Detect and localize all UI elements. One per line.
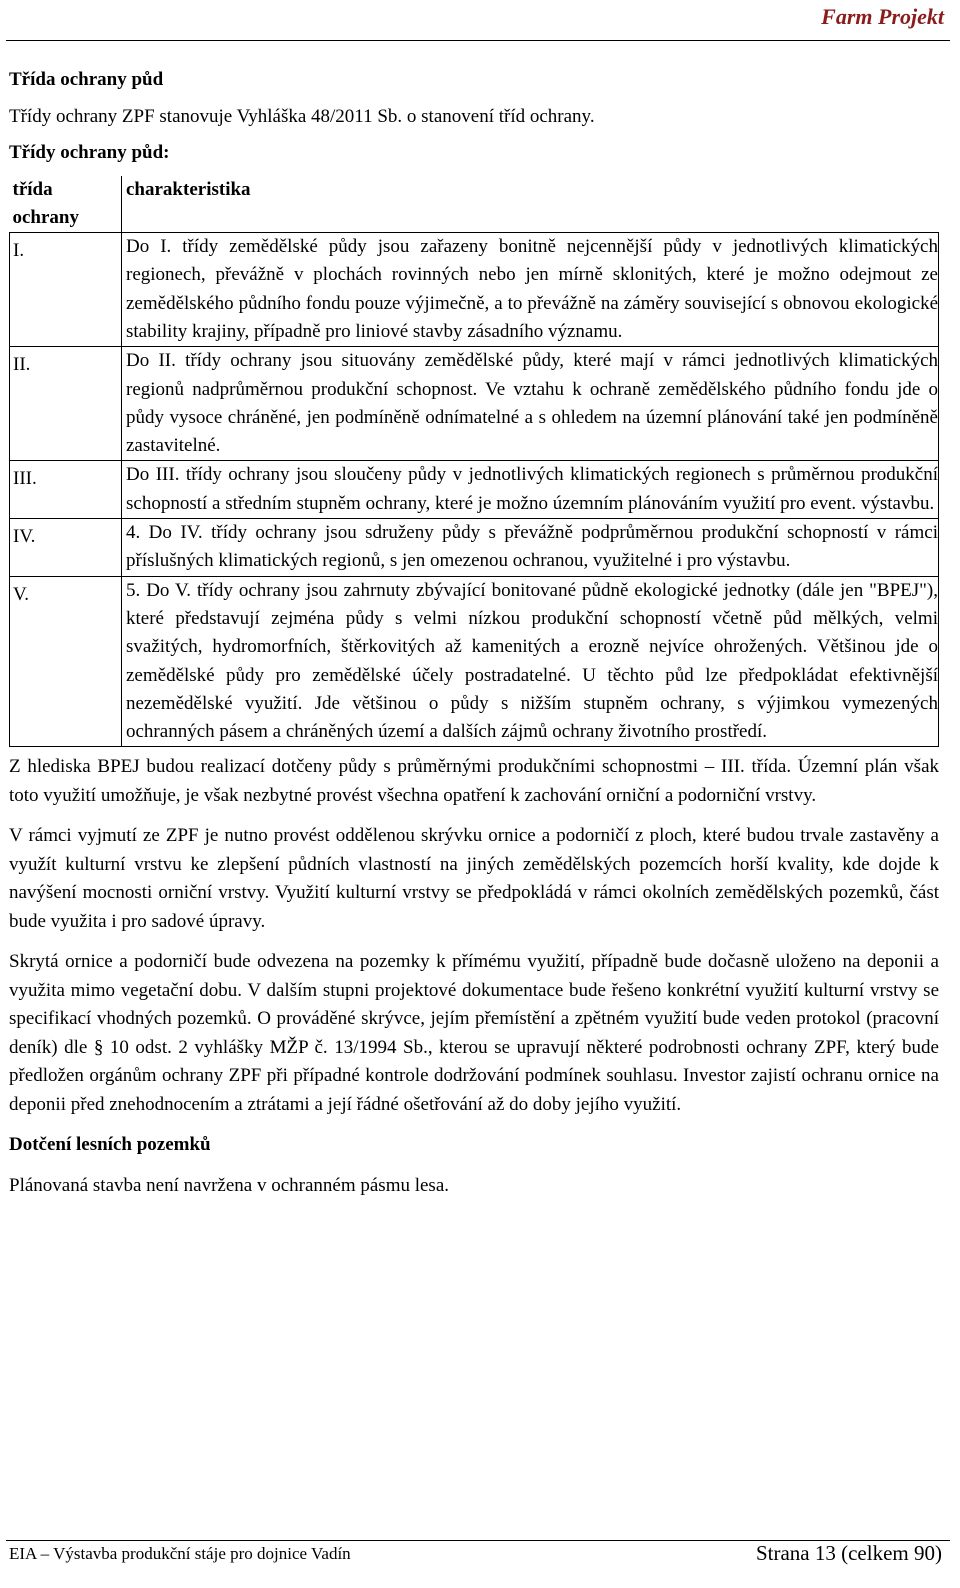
- header-brand: Farm Projekt: [821, 4, 944, 29]
- page-content: [9, 66, 939, 1200]
- table-cell-text: Do I. třídy zemědělské půdy jsou zařazeny bonitně nejcennější půdy v jednotlivých klimatických regionech, převážně v plochách rovinných nebo jen mírně sklonitých, které je možno odejmout ze zemědělského půdního fondu pouze výjimečně, a to převážně na záměry související s obnovou ekologické stability krajiny, případně pro liniové stavby zásadního významu.: [122, 233, 939, 347]
- table-cell-text: Do III. třídy ochrany jsou sloučeny půdy v jednotlivých klimatických regionech s průměrnou produkční schopností a středním stupněm ochrany, které je možno územním plánováním využití pro event. výstavbu.: [122, 461, 939, 519]
- section-title-forest-land: Dotčení lesních pozemků: [9, 1134, 211, 1156]
- table-header-class: třída ochrany: [10, 176, 122, 233]
- table-header-row: [10, 176, 939, 233]
- footer-page-number: Strana 13 (celkem 90): [755, 1541, 942, 1565]
- footer-document-title: EIA – Výstavba produkční stáje pro dojnice Vadín: [9, 1544, 351, 1563]
- table-cell-class: II.: [10, 347, 122, 461]
- paragraph-topsoil-storage: Skrytá ornice a podorničí bude odvezena na pozemky k přímému využití, případně bude dočasně uloženo na deponii a využita mimo vegetační dobu. V dalším stupni projektové dokumentace bude řešeno konkrétní využití kulturní vrstvy se specifikací vhodných pozemků. O prováděné skrývce, jejím přemístění a zpětném využití bude veden protokol (pracovní deník) dle § 10 odst. 2 vyhlášky MŽP č. 13/1994 Sb., kterou se upravují některé podrobnosti ochrany ZPF, který bude předložen orgánům ochrany ZPF při případné kontrole dodržování podmínek souhlasu. Investor zajistí ochranu ornice na deponii před znehodnocením a ztrátami a její řádné ošetřování až do doby jejího využití.: [9, 951, 939, 1115]
- paragraph-bpej-impact: Z hlediska BPEJ budou realizací dotčeny půdy s průměrnými produkčními schopnostmi – III. třída. Územní plán však toto využití umožňuje, je však nezbytné provést všechna opatření k zachování orniční a podorniční vrstvy.: [9, 756, 939, 806]
- soil-classes-table: [9, 176, 939, 748]
- table-cell-class: III.: [10, 461, 122, 519]
- table-row: [10, 233, 939, 347]
- table-header-characteristic: charakteristika: [126, 178, 251, 200]
- table-row: [10, 576, 939, 747]
- table-cell-text: 5. Do V. třídy ochrany jsou zahrnuty zbývající bonitované půdně ekologické jednotky (dále jen "BPEJ"), které představují zejména půdy s velmi nízkou produkční schopností včetně půd mělkých, velmi svažitých, hydromorfních, štěrkovitých až kamenitých a erozně nejvíce ohrožených. Většinou jde o zemědělské půdy pro zemědělské účely postradatelné. U těchto půd lze předpokládat efektivnější nezemědělské využití. Jde většinou o půdy s nižším stupněm ochrany, s výjimkou vymezených ochranných pásem a chráněných území a dalších zájmů ochrany životního prostředí.: [122, 576, 939, 747]
- paragraph-topsoil-removal: V rámci vyjmutí ze ZPF je nutno provést oddělenou skrývku ornice a podorničí z ploch, které budou trvale zastavěny a využít kulturní vrstvu ke zlepšení půdních vlastností na jiných zemědělských pozemcích horší kvality, kde dojde k navýšení mocnosti orniční vrstvy. Využití kulturní vrstvy se předpokládá v rámci okolních zemědělských pozemků, část bude využita i pro sadové úpravy.: [9, 825, 939, 932]
- table-cell-class: I.: [10, 233, 122, 347]
- subtitle-soil-classes: Třídy ochrany půd:: [9, 142, 170, 163]
- table-row: [10, 347, 939, 461]
- table-cell-class: IV.: [10, 519, 122, 577]
- table-cell-text: Do II. třídy ochrany jsou situovány zemědělské půdy, které mají v rámci jednotlivých klimatických regionů nadprůměrnou produkční schopnost. Ve vztahu k ochraně zemědělského půdního fondu jde o půdy vysoce chráněné, jen podmíněně odnímatelné a s ohledem na územní plánování také jen podmíněně zastavitelné.: [122, 347, 939, 461]
- table-row: [10, 461, 939, 519]
- intro-paragraph: Třídy ochrany ZPF stanovuje Vyhláška 48/2011 Sb. o stanovení tříd ochrany.: [9, 105, 595, 127]
- forest-land-paragraph: Plánovaná stavba není navržena v ochranném pásmu lesa.: [9, 1174, 450, 1196]
- table-row: [10, 519, 939, 577]
- table-cell-text: 4. Do IV. třídy ochrany jsou sdruženy půdy s převážně podprůměrnou produkční schopností v rámci příslušných klimatických regionů, s jen omezenou ochranou, využitelné i pro výstavbu.: [122, 519, 939, 577]
- table-cell-class: V.: [10, 576, 122, 747]
- section-title-soil-classes: Třída ochrany půd: [9, 69, 164, 90]
- header-divider: [6, 40, 950, 41]
